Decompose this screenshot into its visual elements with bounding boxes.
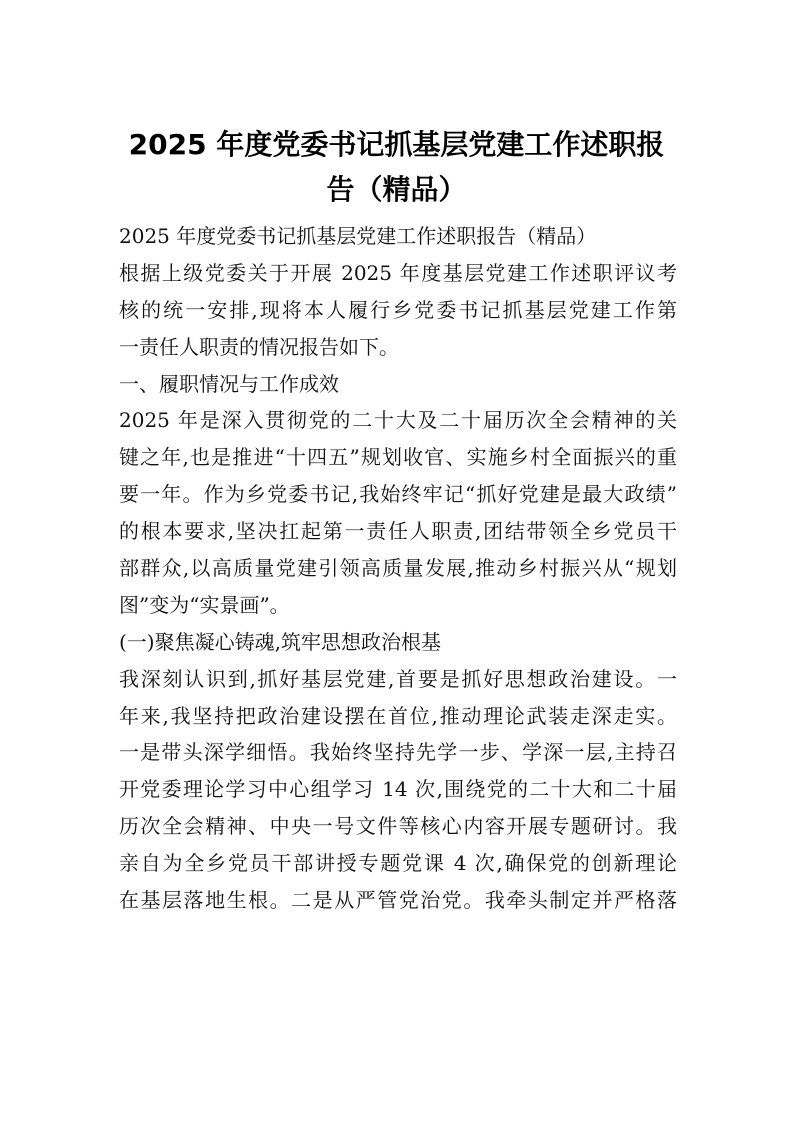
document-body	[119, 218, 677, 919]
paragraph-line: (一)聚焦凝心铸魂,筑牢思想政治根基	[119, 629, 441, 654]
paragraph-line: 开党委理论学习中心组学习 14 次,围绕党的二十大和二十届	[119, 777, 677, 802]
paragraph-line: 根据上级党委关于开展 2025 年度基层党建工作述职评议考	[119, 260, 677, 285]
paragraph-line: 亲自为全乡党员干部讲授专题党课 4 次,确保党的创新理论	[119, 851, 677, 876]
paragraph-line: 在基层落地生根。二是从严管党治党。我牵头制定并严格落	[119, 888, 677, 913]
paragraph-line: 2025 年是深入贯彻党的二十大及二十届历次全会精神的关	[119, 408, 677, 433]
paragraph-line: 的根本要求,坚决扛起第一责任人职责,团结带领全乡党员干	[119, 519, 677, 544]
paragraph-line: 部群众,以高质量党建引领高质量发展,推动乡村振兴从“规划	[119, 556, 677, 581]
title-line-1: 2025 年度党委书记抓基层党建工作述职报	[128, 128, 665, 161]
paragraph-line: 一责任人职责的情况报告如下。	[119, 334, 399, 359]
paragraph-line: 一是带头深学细悟。我始终坚持先学一步、学深一层,主持召	[119, 740, 677, 765]
paragraph-line: 要一年。作为乡党委书记,我始终牢记“抓好党建是最大政绩”	[119, 482, 677, 507]
paragraph-line: 图”变为“实景画”。	[119, 592, 290, 617]
paragraph-line: 2025 年度党委书记抓基层党建工作述职报告（精品）	[119, 224, 597, 248]
paragraph-line: 一、履职情况与工作成效	[119, 371, 339, 396]
paragraph-line: 核的统一安排,现将本人履行乡党委书记抓基层党建工作第	[119, 297, 677, 322]
paragraph-line: 键之年,也是推进“十四五”规划收官、实施乡村全面振兴的重	[119, 445, 677, 470]
title-line-2: 告（精品）	[326, 173, 467, 206]
document-title	[100, 122, 693, 212]
paragraph-line: 年来,我坚持把政治建设摆在首位,推动理论武装走深走实。	[119, 703, 677, 728]
paragraph-line: 历次全会精神、中央一号文件等核心内容开展专题研讨。我	[119, 814, 677, 839]
paragraph-line: 我深刻认识到,抓好基层党建,首要是抓好思想政治建设。一	[119, 666, 677, 691]
